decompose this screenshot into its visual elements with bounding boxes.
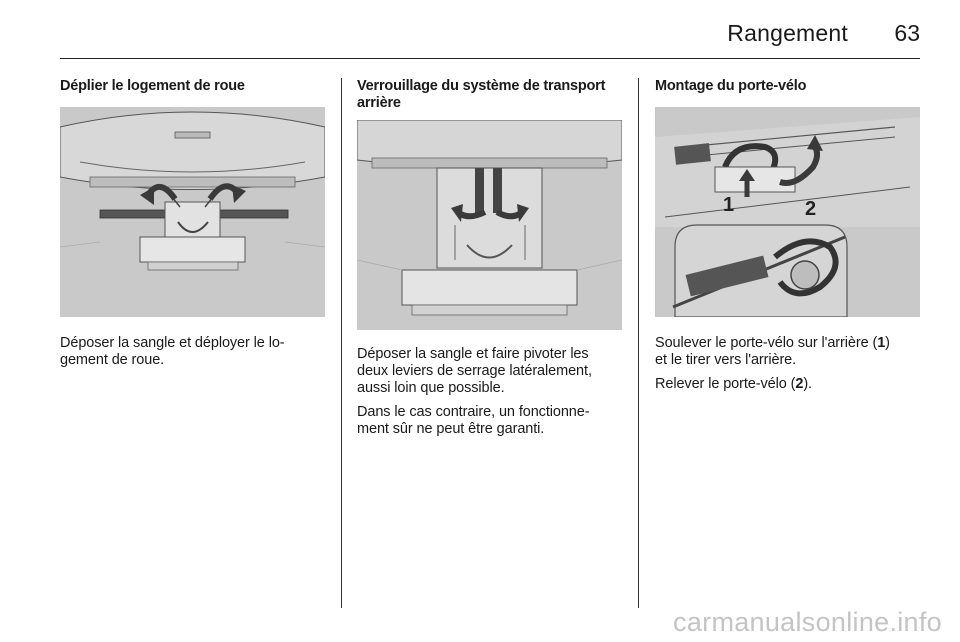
watermark: carmanualsonline.info: [673, 607, 942, 637]
illustration-wheel-housing: [60, 107, 325, 317]
illustration-clamping-levers: [357, 120, 622, 330]
reference-1: 1: [877, 335, 886, 351]
figure-bike-carrier: [655, 107, 920, 317]
column-mount-bike-carrier: [655, 78, 920, 400]
illustration-bike-carrier: [655, 107, 920, 317]
paragraph: Déposer la sangle et faire pivoter les deux leviers de serrage latéralement, aussi loin que possible.: [357, 346, 592, 396]
column-body: [357, 346, 622, 438]
column-unfold-wheel-housing: [60, 78, 325, 376]
figure-wheel-housing: [60, 107, 325, 317]
paragraph: Déposer la sangle et déployer le lo- gement de roue.: [60, 335, 285, 368]
callout-1: 1: [723, 194, 735, 216]
column-heading: Montage du porte-vélo: [655, 78, 807, 94]
figure-clamping-levers: [357, 120, 622, 330]
callout-2: 2: [805, 198, 817, 220]
paragraph: Relever le porte-vélo (2).: [655, 376, 812, 392]
column-lock-carrier: [357, 78, 622, 445]
paragraph: Dans le cas contraire, un fonctionne- ment sûr ne peut être garanti.: [357, 404, 590, 437]
column-divider: [638, 78, 639, 608]
column-body: [60, 335, 325, 369]
page-header: [60, 14, 920, 59]
page-number: 63: [894, 20, 920, 46]
reference-2: 2: [795, 376, 804, 392]
column-heading: Déplier le logement de roue: [60, 78, 245, 94]
column-body: [655, 335, 920, 393]
section-title: Rangement: [727, 20, 848, 46]
paragraph: Soulever le porte-vélo sur l'arrière (1) et le tirer vers l'arrière.: [655, 335, 890, 368]
column-heading: Verrouillage du système de transport arrière: [357, 78, 606, 111]
column-divider: [341, 78, 342, 608]
